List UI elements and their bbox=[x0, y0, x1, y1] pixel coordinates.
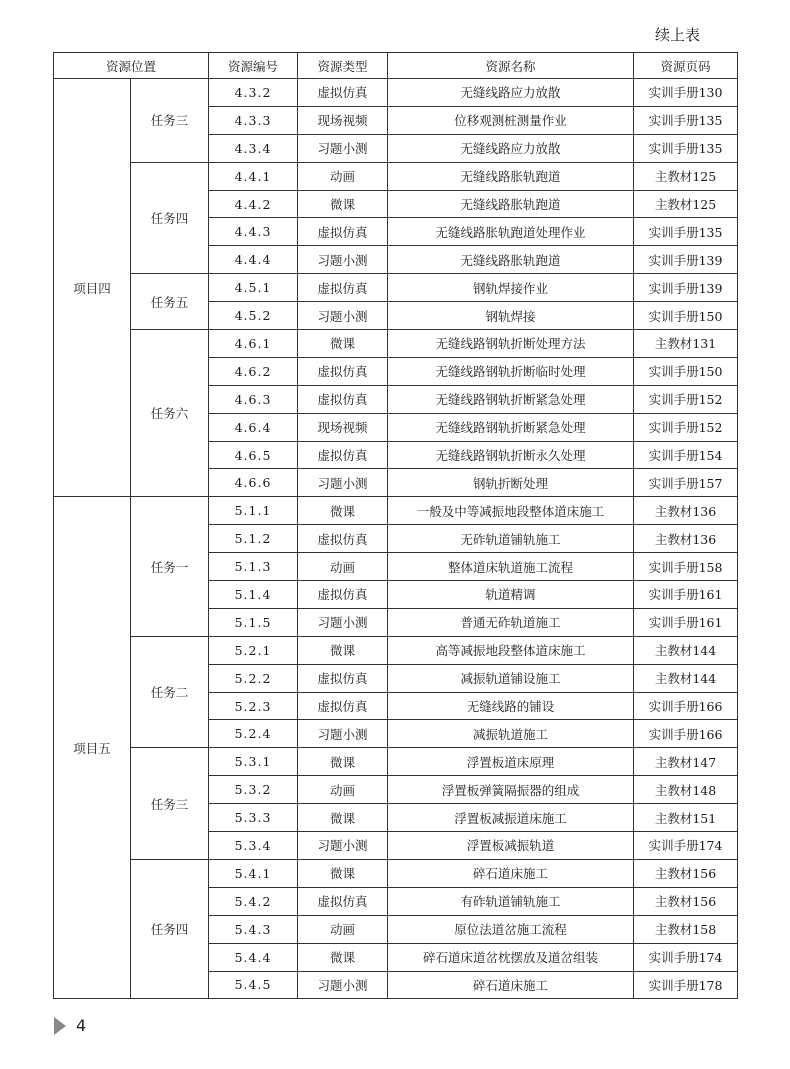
resource-table bbox=[53, 52, 738, 999]
resource-name-cell: 无缝线路钢轨折断处理方法 bbox=[388, 330, 634, 358]
resource-id-cell: 5.2.4 bbox=[209, 720, 298, 748]
resource-type-cell: 习题小测 bbox=[298, 832, 388, 860]
resource-id-cell: 4.6.4 bbox=[209, 413, 298, 441]
resource-type-cell: 虚拟仿真 bbox=[298, 664, 388, 692]
resource-name-cell: 碎石道床施工 bbox=[388, 859, 634, 887]
header-page: 资源页码 bbox=[634, 53, 738, 79]
resource-name-cell: 无缝线路胀轨跑道处理作业 bbox=[388, 218, 634, 246]
resource-page-cell: 主教材156 bbox=[634, 859, 738, 887]
table-row bbox=[54, 636, 738, 664]
resource-page-cell: 实训手册154 bbox=[634, 441, 738, 469]
resource-type-cell: 微课 bbox=[298, 943, 388, 971]
page-footer bbox=[54, 1016, 86, 1035]
resource-type-cell: 动画 bbox=[298, 776, 388, 804]
resource-type-cell: 习题小测 bbox=[298, 469, 388, 497]
resource-page-cell: 实训手册174 bbox=[634, 943, 738, 971]
resource-type-cell: 虚拟仿真 bbox=[298, 525, 388, 553]
resource-name-cell: 钢轨折断处理 bbox=[388, 469, 634, 497]
resource-type-cell: 虚拟仿真 bbox=[298, 441, 388, 469]
resource-name-cell: 浮置板减振轨道 bbox=[388, 832, 634, 860]
header-name: 资源名称 bbox=[388, 53, 634, 79]
resource-name-cell: 无缝线路钢轨折断紧急处理 bbox=[388, 385, 634, 413]
resource-id-cell: 4.5.1 bbox=[209, 274, 298, 302]
table-header-row bbox=[54, 53, 738, 79]
resource-type-cell: 微课 bbox=[298, 497, 388, 525]
table-row bbox=[54, 748, 738, 776]
resource-type-cell: 虚拟仿真 bbox=[298, 218, 388, 246]
resource-name-cell: 碎石道床施工 bbox=[388, 971, 634, 999]
resource-page-cell: 实训手册166 bbox=[634, 720, 738, 748]
resource-name-cell: 无缝线路钢轨折断永久处理 bbox=[388, 441, 634, 469]
table-row bbox=[54, 859, 738, 887]
resource-name-cell: 浮置板减振道床施工 bbox=[388, 804, 634, 832]
resource-name-cell: 一般及中等减振地段整体道床施工 bbox=[388, 497, 634, 525]
resource-id-cell: 5.1.4 bbox=[209, 581, 298, 609]
resource-type-cell: 微课 bbox=[298, 636, 388, 664]
resource-name-cell: 高等减振地段整体道床施工 bbox=[388, 636, 634, 664]
resource-page-cell: 主教材125 bbox=[634, 162, 738, 190]
resource-page-cell: 实训手册152 bbox=[634, 413, 738, 441]
resource-id-cell: 5.1.2 bbox=[209, 525, 298, 553]
task-cell: 任务三 bbox=[131, 748, 209, 860]
resource-page-cell: 主教材136 bbox=[634, 525, 738, 553]
resource-id-cell: 4.3.2 bbox=[209, 79, 298, 107]
resource-page-cell: 实训手册178 bbox=[634, 971, 738, 999]
resource-page-cell: 实训手册135 bbox=[634, 106, 738, 134]
resource-page-cell: 实训手册150 bbox=[634, 357, 738, 385]
resource-page-cell: 实训手册150 bbox=[634, 302, 738, 330]
resource-id-cell: 5.3.1 bbox=[209, 748, 298, 776]
resource-type-cell: 虚拟仿真 bbox=[298, 79, 388, 107]
resource-id-cell: 5.4.5 bbox=[209, 971, 298, 999]
resource-type-cell: 习题小测 bbox=[298, 302, 388, 330]
resource-type-cell: 习题小测 bbox=[298, 608, 388, 636]
resource-id-cell: 5.2.2 bbox=[209, 664, 298, 692]
resource-id-cell: 4.3.3 bbox=[209, 106, 298, 134]
resource-page-cell: 实训手册130 bbox=[634, 79, 738, 107]
resource-type-cell: 动画 bbox=[298, 553, 388, 581]
resource-id-cell: 5.4.4 bbox=[209, 943, 298, 971]
resource-type-cell: 微课 bbox=[298, 748, 388, 776]
task-cell: 任务四 bbox=[131, 859, 209, 998]
resource-name-cell: 无砟轨道铺轨施工 bbox=[388, 525, 634, 553]
resource-type-cell: 虚拟仿真 bbox=[298, 887, 388, 915]
resource-id-cell: 5.4.1 bbox=[209, 859, 298, 887]
resource-type-cell: 微课 bbox=[298, 190, 388, 218]
resource-id-cell: 5.2.3 bbox=[209, 692, 298, 720]
resource-page-cell: 实训手册135 bbox=[634, 134, 738, 162]
resource-type-cell: 习题小测 bbox=[298, 134, 388, 162]
resource-type-cell: 习题小测 bbox=[298, 720, 388, 748]
resource-name-cell: 无缝线路应力放散 bbox=[388, 134, 634, 162]
resource-page-cell: 实训手册161 bbox=[634, 608, 738, 636]
project-cell: 项目四 bbox=[54, 79, 131, 497]
page-number: 4 bbox=[76, 1016, 87, 1035]
resource-name-cell: 碎石道床道岔枕摆放及道岔组装 bbox=[388, 943, 634, 971]
resource-name-cell: 普通无砟轨道施工 bbox=[388, 608, 634, 636]
resource-page-cell: 主教材136 bbox=[634, 497, 738, 525]
resource-type-cell: 习题小测 bbox=[298, 246, 388, 274]
resource-name-cell: 有砟轨道铺轨施工 bbox=[388, 887, 634, 915]
task-cell: 任务三 bbox=[131, 79, 209, 163]
resource-page-cell: 实训手册174 bbox=[634, 832, 738, 860]
resource-type-cell: 虚拟仿真 bbox=[298, 357, 388, 385]
page-marker-icon bbox=[54, 1017, 66, 1035]
resource-page-cell: 主教材131 bbox=[634, 330, 738, 358]
resource-type-cell: 现场视频 bbox=[298, 413, 388, 441]
resource-name-cell: 无缝线路应力放散 bbox=[388, 79, 634, 107]
resource-id-cell: 4.6.5 bbox=[209, 441, 298, 469]
resource-name-cell: 减振轨道施工 bbox=[388, 720, 634, 748]
resource-id-cell: 5.3.2 bbox=[209, 776, 298, 804]
project-cell: 项目五 bbox=[54, 497, 131, 999]
resource-name-cell: 浮置板道床原理 bbox=[388, 748, 634, 776]
table-row bbox=[54, 79, 738, 107]
resource-name-cell: 无缝线路钢轨折断临时处理 bbox=[388, 357, 634, 385]
task-cell: 任务二 bbox=[131, 636, 209, 748]
resource-id-cell: 4.6.2 bbox=[209, 357, 298, 385]
resource-name-cell: 浮置板弹簧隔振器的组成 bbox=[388, 776, 634, 804]
resource-page-cell: 实训手册139 bbox=[634, 246, 738, 274]
resource-page-cell: 实训手册139 bbox=[634, 274, 738, 302]
resource-name-cell: 无缝线路胀轨跑道 bbox=[388, 162, 634, 190]
resource-page-cell: 实训手册158 bbox=[634, 553, 738, 581]
resource-id-cell: 4.4.1 bbox=[209, 162, 298, 190]
resource-type-cell: 虚拟仿真 bbox=[298, 692, 388, 720]
resource-id-cell: 5.4.3 bbox=[209, 915, 298, 943]
resource-page-cell: 主教材151 bbox=[634, 804, 738, 832]
resource-type-cell: 动画 bbox=[298, 162, 388, 190]
header-type: 资源类型 bbox=[298, 53, 388, 79]
table-row bbox=[54, 162, 738, 190]
resource-id-cell: 5.3.4 bbox=[209, 832, 298, 860]
resource-page-cell: 主教材144 bbox=[634, 664, 738, 692]
resource-page-cell: 实训手册152 bbox=[634, 385, 738, 413]
resource-page-cell: 主教材158 bbox=[634, 915, 738, 943]
resource-page-cell: 主教材147 bbox=[634, 748, 738, 776]
resource-type-cell: 虚拟仿真 bbox=[298, 274, 388, 302]
resource-type-cell: 虚拟仿真 bbox=[298, 581, 388, 609]
resource-id-cell: 4.4.3 bbox=[209, 218, 298, 246]
resource-type-cell: 微课 bbox=[298, 859, 388, 887]
resource-type-cell: 动画 bbox=[298, 915, 388, 943]
task-cell: 任务四 bbox=[131, 162, 209, 274]
resource-page-cell: 主教材156 bbox=[634, 887, 738, 915]
resource-type-cell: 现场视频 bbox=[298, 106, 388, 134]
resource-type-cell: 虚拟仿真 bbox=[298, 385, 388, 413]
resource-type-cell: 习题小测 bbox=[298, 971, 388, 999]
task-cell: 任务一 bbox=[131, 497, 209, 636]
resource-name-cell: 减振轨道铺设施工 bbox=[388, 664, 634, 692]
resource-id-cell: 5.4.2 bbox=[209, 887, 298, 915]
table-row bbox=[54, 274, 738, 302]
resource-id-cell: 4.6.3 bbox=[209, 385, 298, 413]
header-location: 资源位置 bbox=[54, 53, 209, 79]
resource-name-cell: 无缝线路胀轨跑道 bbox=[388, 246, 634, 274]
table-row bbox=[54, 330, 738, 358]
resource-page-cell: 实训手册157 bbox=[634, 469, 738, 497]
resource-page-cell: 实训手册166 bbox=[634, 692, 738, 720]
resource-id-cell: 4.6.6 bbox=[209, 469, 298, 497]
resource-id-cell: 4.3.4 bbox=[209, 134, 298, 162]
resource-id-cell: 5.1.1 bbox=[209, 497, 298, 525]
resource-name-cell: 钢轨焊接作业 bbox=[388, 274, 634, 302]
resource-id-cell: 5.2.1 bbox=[209, 636, 298, 664]
resource-name-cell: 钢轨焊接 bbox=[388, 302, 634, 330]
resource-page-cell: 实训手册161 bbox=[634, 581, 738, 609]
resource-name-cell: 整体道床轨道施工流程 bbox=[388, 553, 634, 581]
task-cell: 任务五 bbox=[131, 274, 209, 330]
resource-id-cell: 5.1.3 bbox=[209, 553, 298, 581]
continued-label: 续上表 bbox=[654, 26, 700, 44]
resource-id-cell: 5.1.5 bbox=[209, 608, 298, 636]
table-row bbox=[54, 497, 738, 525]
resource-name-cell: 无缝线路的铺设 bbox=[388, 692, 634, 720]
resource-name-cell: 无缝线路胀轨跑道 bbox=[388, 190, 634, 218]
resource-id-cell: 4.4.4 bbox=[209, 246, 298, 274]
resource-id-cell: 4.5.2 bbox=[209, 302, 298, 330]
resource-type-cell: 微课 bbox=[298, 804, 388, 832]
resource-page-cell: 实训手册135 bbox=[634, 218, 738, 246]
resource-page-cell: 主教材125 bbox=[634, 190, 738, 218]
resource-name-cell: 无缝线路钢轨折断紧急处理 bbox=[388, 413, 634, 441]
resource-page-cell: 主教材148 bbox=[634, 776, 738, 804]
resource-type-cell: 微课 bbox=[298, 330, 388, 358]
resource-id-cell: 4.6.1 bbox=[209, 330, 298, 358]
resource-page-cell: 主教材144 bbox=[634, 636, 738, 664]
resource-id-cell: 5.3.3 bbox=[209, 804, 298, 832]
task-cell: 任务六 bbox=[131, 330, 209, 497]
resource-name-cell: 位移观测桩测量作业 bbox=[388, 106, 634, 134]
resource-name-cell: 轨道精调 bbox=[388, 581, 634, 609]
header-id: 资源编号 bbox=[209, 53, 298, 79]
resource-id-cell: 4.4.2 bbox=[209, 190, 298, 218]
resource-name-cell: 原位法道岔施工流程 bbox=[388, 915, 634, 943]
